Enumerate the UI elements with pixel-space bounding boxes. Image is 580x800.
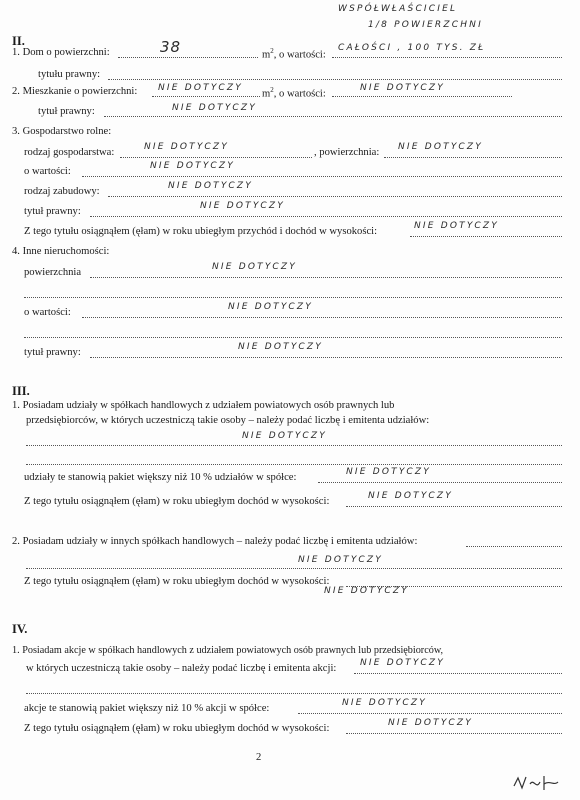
inne-powierzchnia-label: powierzchnia bbox=[24, 267, 82, 278]
mieszkanie-tytul-label: tytuł prawny: bbox=[38, 106, 95, 117]
gosp-wartosc-value: NIE DOTYCZY bbox=[150, 161, 235, 171]
mieszkanie-label: 2. Mieszkanie o powierzchni: bbox=[12, 86, 138, 97]
s3-p2-value: NIE DOTYCZY bbox=[298, 555, 383, 565]
s3-dochod-label: Z tego tytułu osiągnąłem (ęłam) w roku ubiegłym dochód w wysokości: bbox=[24, 496, 330, 507]
mieszkanie-tytul-value: NIE DOTYCZY bbox=[172, 103, 257, 113]
mieszkanie-m2-m: m bbox=[262, 88, 271, 100]
section-iii-heading: III. bbox=[12, 384, 30, 398]
s3-pakiet-value: NIE DOTYCZY bbox=[346, 467, 431, 477]
gosp-dochod-value: NIE DOTYCZY bbox=[414, 221, 499, 231]
inne-tytul-label: tytuł prawny: bbox=[24, 347, 81, 358]
s4-pakiet-label: akcje te stanowią pakiet większy niż 10 % akcji w spółce: bbox=[24, 703, 270, 714]
rodzaj-zabudowy-label: rodzaj zabudowy: bbox=[24, 186, 100, 197]
s3-pakiet-label: udziały te stanowią pakiet większy niż 10 % udziałów w spółce: bbox=[24, 472, 297, 483]
m2-unit bbox=[262, 47, 326, 61]
s4-p1-line2: w których uczestniczą takie osoby – należy podać liczbę i emitenta akcji: bbox=[26, 663, 337, 674]
inne-powierzchnia-value: NIE DOTYCZY bbox=[212, 262, 297, 272]
s3-p2-dochod-label: Z tego tytułu osiągnąłem (ęłam) w roku ubiegłym dochód w wysokości: bbox=[24, 576, 330, 587]
initials-signature bbox=[510, 772, 566, 794]
s4-pakiet-value: NIE DOTYCZY bbox=[342, 698, 427, 708]
s3-dochod-value: NIE DOTYCZY bbox=[368, 491, 453, 501]
gosp-dochod-label: Z tego tytułu osiągnąłem (ęłam) w roku ubiegłym przychód i dochód w wysokości: bbox=[24, 226, 378, 237]
gospodarstwo-label: 3. Gospodarstwo rolne: bbox=[12, 126, 112, 137]
rodzaj-zabudowy-value: NIE DOTYCZY bbox=[168, 181, 253, 191]
page-number: 2 bbox=[256, 752, 262, 763]
inne-nieruchomosci-label: 4. Inne nieruchomości: bbox=[12, 246, 110, 257]
dom-tytul-label: tytułu prawny: bbox=[38, 69, 101, 80]
m2-unit-sup: 2 bbox=[270, 47, 274, 55]
dom-wartosc-value: CAŁOŚCI , 100 TYS. ZŁ bbox=[338, 43, 486, 53]
gosp-tytul-value: NIE DOTYCZY bbox=[200, 201, 285, 211]
section-ii-heading: II. bbox=[12, 34, 25, 48]
mieszkanie-wartosc-value: NIE DOTYCZY bbox=[360, 83, 445, 93]
mieszkanie-area-value: NIE DOTYCZY bbox=[158, 83, 243, 93]
s3-udzialy-value: NIE DOTYCZY bbox=[242, 431, 327, 441]
rodzaj-gospodarstwa-value: NIE DOTYCZY bbox=[144, 142, 229, 152]
s3-p2-line1: 2. Posiadam udziały w innych spółkach handlowych – należy podać liczbę i emitenta udziałów: bbox=[12, 536, 418, 547]
inne-wartosc-value: NIE DOTYCZY bbox=[228, 302, 313, 312]
inne-wartosc-label: o wartości: bbox=[24, 307, 71, 318]
s4-akcje-value: NIE DOTYCZY bbox=[360, 658, 445, 668]
mieszkanie-m2-sup: 2 bbox=[270, 86, 274, 94]
gosp-powierzchnia-label: , powierzchnia: bbox=[314, 147, 380, 158]
dom-wartosc-label: , o wartości: bbox=[273, 49, 326, 61]
gosp-tytul-label: tytuł prawny: bbox=[24, 206, 81, 217]
s3-p2-dochod-value: NIE DOTYCZY bbox=[324, 586, 409, 596]
dom-area-value: 38 bbox=[160, 38, 182, 56]
s3-p1-line2: przedsiębiorców, w których uczestniczą takie osoby – należy podać liczbę i emitenta udziałów: bbox=[26, 415, 430, 426]
handwritten-note-line1: WSPÓŁWŁAŚCICIEL bbox=[338, 4, 458, 14]
dom-label: 1. Dom o powierzchni: bbox=[12, 47, 110, 58]
handwritten-note-line2: 1/8 POWIERZCHNI bbox=[368, 20, 483, 30]
s4-p1-line1: 1. Posiadam akcje w spółkach handlowych z udziałem powiatowych osób prawnych lub przedsiębiorców, bbox=[12, 645, 444, 656]
s3-p1-line1: 1. Posiadam udziały w spółkach handlowych z udziałem powiatowych osób prawnych lub bbox=[12, 400, 395, 411]
s4-dochod-value: NIE DOTYCZY bbox=[388, 718, 473, 728]
gosp-powierzchnia-value: NIE DOTYCZY bbox=[398, 142, 483, 152]
mieszkanie-m2-unit bbox=[262, 86, 326, 100]
gosp-wartosc-label: o wartości: bbox=[24, 166, 71, 177]
section-iv-heading: IV. bbox=[12, 622, 28, 636]
m2-unit-m: m bbox=[262, 49, 271, 61]
inne-tytul-value: NIE DOTYCZY bbox=[238, 342, 323, 352]
mieszkanie-wartosc-label: , o wartości: bbox=[273, 88, 326, 100]
s4-dochod-label: Z tego tytułu osiągnąłem (ęłam) w roku ubiegłym dochód w wysokości: bbox=[24, 723, 330, 734]
rodzaj-gospodarstwa-label: rodzaj gospodarstwa: bbox=[24, 147, 115, 158]
